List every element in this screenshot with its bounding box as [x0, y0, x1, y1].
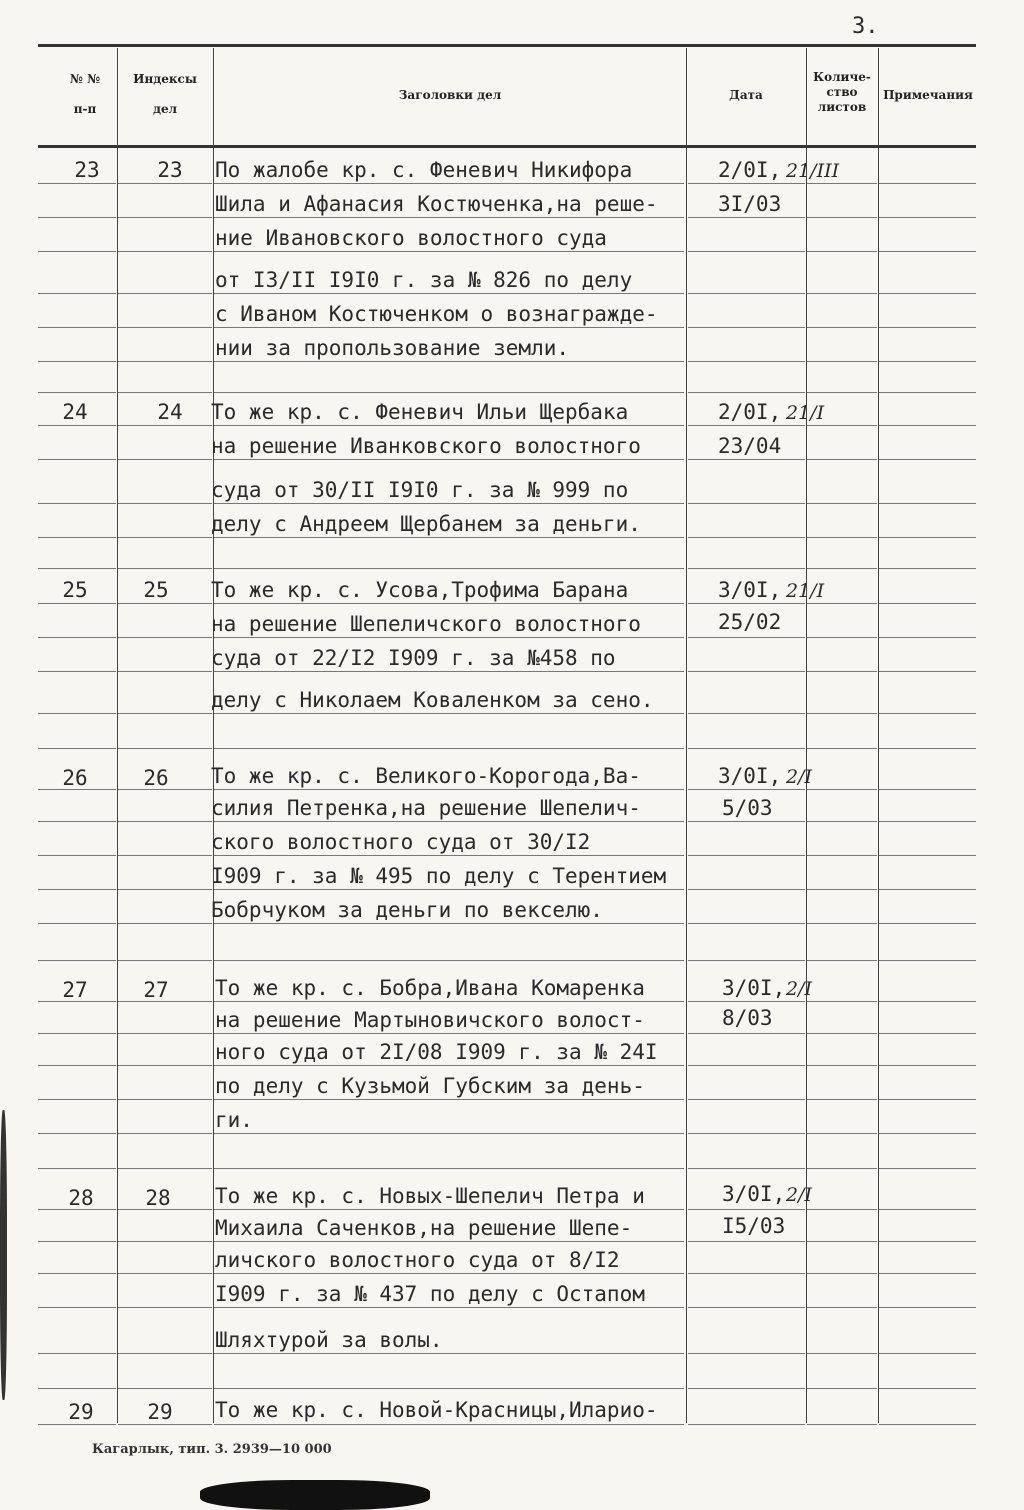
ruled-line — [688, 1273, 805, 1274]
page-number: 3. — [852, 14, 879, 39]
entry-sheet-count: 21/I — [786, 580, 825, 602]
ruled-line — [688, 217, 805, 218]
entry-number: 23 — [74, 158, 100, 182]
entry-title-line: на решение Мартыновичского волост- — [215, 1008, 645, 1032]
entry-number: 26 — [62, 766, 88, 790]
ruled-line — [38, 293, 116, 294]
ruled-line — [38, 713, 116, 714]
ruled-line — [118, 568, 212, 569]
ruled-line — [807, 671, 877, 672]
entry-index: 23 — [157, 158, 183, 182]
ruled-line — [688, 1241, 805, 1242]
ruled-line — [38, 1307, 116, 1308]
ruled-line — [688, 503, 805, 504]
ruled-line — [879, 361, 976, 362]
ruled-line — [214, 503, 684, 504]
ruled-line — [118, 1424, 212, 1425]
entry-title-line: по делу с Кузьмой Губским за день- — [215, 1074, 645, 1098]
ruled-line — [38, 637, 116, 638]
entry-title-line: от I3/II I9I0 г. за № 826 по делу — [215, 268, 633, 292]
ruled-line — [118, 1168, 212, 1169]
ruled-line — [879, 1273, 976, 1274]
ruled-line — [807, 1133, 877, 1134]
col-num-top: № № — [69, 72, 101, 86]
ruled-line — [214, 923, 684, 924]
entry-index: 27 — [143, 978, 169, 1002]
ruled-line — [38, 603, 116, 604]
ruled-line — [214, 1388, 684, 1389]
ruled-line — [688, 1065, 805, 1066]
ruled-line — [38, 960, 116, 961]
ruled-line — [38, 855, 116, 856]
ruled-line — [688, 637, 805, 638]
ruled-line — [879, 251, 976, 252]
ruled-line — [879, 821, 976, 822]
ruled-line — [118, 637, 212, 638]
column-divider — [878, 48, 879, 1423]
col-num-header — [55, 70, 115, 118]
ruled-line — [807, 251, 877, 252]
ruled-line — [38, 183, 116, 184]
ruled-line — [879, 889, 976, 890]
ruled-line — [807, 789, 877, 790]
ruled-line — [38, 1241, 116, 1242]
entry-title-line: Бобрчуком за деньги по векселю. — [211, 898, 603, 922]
ruled-line — [214, 1133, 684, 1134]
ruled-line — [879, 1168, 976, 1169]
ruled-line — [807, 748, 877, 749]
entry-date-end: 3I/03 — [718, 192, 782, 216]
ruled-line — [38, 1353, 116, 1354]
ruled-line — [214, 1353, 684, 1354]
ruled-line — [879, 855, 976, 856]
entry-date-end: I5/03 — [722, 1214, 786, 1238]
ruled-line — [879, 637, 976, 638]
ruled-line — [688, 748, 805, 749]
ruled-line — [688, 459, 805, 460]
ruled-line — [688, 361, 805, 362]
ruled-line — [214, 713, 684, 714]
entry-index: 29 — [147, 1400, 173, 1424]
entry-date-end: 23/04 — [718, 434, 782, 458]
ruled-line — [807, 855, 877, 856]
ruled-line — [807, 537, 877, 538]
entry-title-line: То же кр. с. Великого-Корогода,Ва- — [211, 764, 641, 788]
entry-title-line: То же кр. с. Бобра,Ивана Комаренка — [215, 976, 645, 1000]
entry-title-line: личского волостного суда от 8/I2 — [215, 1248, 620, 1272]
entry-date-start: 3/0I, — [718, 764, 782, 788]
ruled-line — [879, 327, 976, 328]
ruled-line — [688, 923, 805, 924]
ruled-line — [118, 713, 212, 714]
ruled-line — [38, 1065, 116, 1066]
ruled-line — [807, 183, 877, 184]
ruled-line — [688, 1001, 805, 1002]
ruled-line — [38, 459, 116, 460]
entry-title-line: суда от 22/I2 I909 г. за №458 по — [211, 646, 616, 670]
ruled-line — [879, 1241, 976, 1242]
ruled-line — [214, 1033, 684, 1034]
entry-title-line: на решение Шепеличского волостного — [211, 612, 641, 636]
ruled-line — [807, 713, 877, 714]
ruled-line — [879, 568, 976, 569]
ruled-line — [807, 1241, 877, 1242]
ruled-line — [214, 183, 684, 184]
entry-index: 25 — [143, 578, 169, 602]
ruled-line — [688, 713, 805, 714]
ruled-line — [807, 821, 877, 822]
entry-title-line: I909 г. за № 437 по делу с Остапом — [215, 1282, 645, 1306]
ruled-line — [879, 1209, 976, 1210]
ruled-line — [214, 789, 684, 790]
ruled-line — [807, 217, 877, 218]
ruled-line — [118, 251, 212, 252]
ruled-line — [38, 503, 116, 504]
ruled-line — [807, 1353, 877, 1354]
entry-index: 28 — [145, 1186, 171, 1210]
ruled-line — [118, 1388, 212, 1389]
ruled-line — [38, 361, 116, 362]
ruled-line — [807, 637, 877, 638]
ruled-line — [118, 748, 212, 749]
ruled-line — [214, 425, 684, 426]
ruled-line — [214, 1065, 684, 1066]
printer-imprint: Кагарлык, тип. 3. 2939—10 000 — [92, 1442, 332, 1457]
ruled-line — [879, 1388, 976, 1389]
ruled-line — [214, 361, 684, 362]
entry-title-line: Шила и Афанасия Костюченка,на реше- — [215, 192, 658, 216]
entry-title-line: ного суда от 2I/08 I909 г. за № 24I — [215, 1040, 658, 1064]
ruled-line — [118, 1033, 212, 1034]
ruled-line — [214, 459, 684, 460]
entry-title-line: на решение Иванковского волостного — [211, 434, 641, 458]
ruled-line — [688, 183, 805, 184]
col-num-bottom: п-п — [73, 102, 97, 116]
entry-sheet-count: 2/I — [786, 766, 812, 788]
ruled-line — [38, 425, 116, 426]
entry-date-end: 25/02 — [718, 610, 782, 634]
ruled-line — [214, 392, 684, 393]
ruled-line — [214, 1241, 684, 1242]
ruled-line — [807, 603, 877, 604]
entry-title-line: с Иваном Костюченком о вознагражде- — [215, 302, 658, 326]
scan-ink-blot — [200, 1480, 430, 1510]
ruled-line — [118, 392, 212, 393]
ruled-line — [807, 425, 877, 426]
ruled-line — [118, 183, 212, 184]
ruled-line — [214, 568, 684, 569]
entry-date-start: 2/0I, — [718, 400, 782, 424]
ruled-line — [118, 1353, 212, 1354]
entry-sheet-count: 21/III — [786, 160, 840, 182]
ruled-line — [688, 1353, 805, 1354]
ruled-line — [214, 1001, 684, 1002]
ruled-line — [118, 1133, 212, 1134]
ruled-line — [38, 1424, 116, 1425]
ruled-line — [688, 251, 805, 252]
entry-title-line: То же кр. с. Новой-Красницы,Иларио- — [215, 1398, 658, 1422]
ruled-line — [807, 923, 877, 924]
ruled-line — [118, 327, 212, 328]
ruled-line — [118, 671, 212, 672]
ruled-line — [38, 1099, 116, 1100]
ruled-line — [879, 1133, 976, 1134]
entry-title-line: Михаила Саченков,на решение Шепе- — [215, 1216, 633, 1240]
ruled-line — [214, 637, 684, 638]
ruled-line — [118, 821, 212, 822]
ruled-line — [214, 960, 684, 961]
ruled-line — [688, 671, 805, 672]
entry-title-line: То же кр. с. Новых-Шепелич Петра и — [215, 1184, 645, 1208]
ruled-line — [214, 1209, 684, 1210]
ruled-line — [879, 503, 976, 504]
entry-date-end: 8/03 — [722, 1006, 773, 1030]
ruled-line — [807, 1388, 877, 1389]
ruled-line — [214, 821, 684, 822]
entry-number: 24 — [62, 400, 88, 424]
ruled-line — [807, 1168, 877, 1169]
ruled-line — [688, 855, 805, 856]
col-date-header: Дата — [729, 88, 763, 102]
ruled-line — [688, 425, 805, 426]
ruled-line — [118, 603, 212, 604]
ruled-line — [214, 671, 684, 672]
ruled-line — [118, 537, 212, 538]
entry-number: 28 — [68, 1186, 94, 1210]
ruled-line — [807, 459, 877, 460]
ruled-line — [214, 537, 684, 538]
ruled-line — [688, 293, 805, 294]
entry-date-start: 3/0I, — [722, 1182, 786, 1206]
col-count-line3: листов — [817, 100, 867, 114]
ruled-line — [214, 1099, 684, 1100]
ruled-line — [38, 1033, 116, 1034]
entry-title-line: По жалобе кр. с. Феневич Никифора — [215, 158, 633, 182]
ruled-line — [118, 1099, 212, 1100]
ruled-line — [118, 960, 212, 961]
ruled-line — [879, 537, 976, 538]
ruled-line — [688, 327, 805, 328]
ruled-line — [879, 1099, 976, 1100]
ruled-line — [214, 1424, 684, 1425]
entry-index: 24 — [157, 400, 183, 424]
ruled-line — [807, 568, 877, 569]
ruled-line — [879, 789, 976, 790]
ruled-line — [879, 217, 976, 218]
ruled-line — [688, 1307, 805, 1308]
ruled-line — [38, 671, 116, 672]
ruled-line — [807, 361, 877, 362]
entry-title-line: I909 г. за № 495 по делу с Терентием — [211, 864, 667, 888]
column-divider — [213, 48, 214, 1423]
ruled-line — [879, 183, 976, 184]
ruled-line — [807, 889, 877, 890]
entry-title-line: силия Петренка,на решение Шепелич- — [211, 796, 641, 820]
ruled-line — [807, 503, 877, 504]
ruled-line — [688, 1168, 805, 1169]
entry-number: 29 — [68, 1400, 94, 1424]
ruled-line — [807, 1273, 877, 1274]
ruled-line — [118, 1241, 212, 1242]
ruled-line — [118, 425, 212, 426]
ruled-line — [118, 923, 212, 924]
ruled-line — [688, 1209, 805, 1210]
ruled-line — [38, 1168, 116, 1169]
ruled-line — [688, 1033, 805, 1034]
ruled-line — [688, 960, 805, 961]
entry-number: 25 — [62, 578, 88, 602]
col-index-header — [120, 70, 210, 118]
ruled-line — [38, 889, 116, 890]
ruled-line — [879, 671, 976, 672]
ruled-line — [807, 1307, 877, 1308]
column-divider — [686, 48, 687, 1423]
ruled-line — [38, 1273, 116, 1274]
ruled-line — [688, 889, 805, 890]
header-rule — [38, 145, 976, 148]
entry-title-line: ние Ивановского волостного суда — [215, 226, 607, 250]
entry-title-line: ги. — [215, 1108, 253, 1132]
ruled-line — [807, 1099, 877, 1100]
ruled-line — [214, 217, 684, 218]
entry-title-line: суда от 30/II I9I0 г. за № 999 по — [211, 478, 629, 502]
ruled-line — [688, 603, 805, 604]
ruled-line — [118, 293, 212, 294]
ruled-line — [879, 1353, 976, 1354]
entry-sheet-count: 21/I — [786, 402, 825, 424]
ruled-line — [879, 459, 976, 460]
ruled-line — [214, 603, 684, 604]
column-divider — [117, 48, 118, 1423]
ruled-line — [688, 568, 805, 569]
entry-title-line: ского волостного суда от 30/I2 — [211, 830, 591, 854]
ruled-line — [118, 217, 212, 218]
entry-title-line: делу с Николаем Коваленком за сено. — [211, 688, 654, 712]
ruled-line — [214, 748, 684, 749]
ruled-line — [118, 1065, 212, 1066]
ruled-line — [879, 1065, 976, 1066]
ruled-line — [214, 855, 684, 856]
ruled-line — [38, 923, 116, 924]
ruled-line — [38, 568, 116, 569]
entry-number: 27 — [62, 978, 88, 1002]
ruled-line — [688, 1424, 805, 1425]
ruled-line — [879, 425, 976, 426]
ruled-line — [38, 392, 116, 393]
ruled-line — [688, 821, 805, 822]
ruled-line — [214, 1307, 684, 1308]
ruled-line — [879, 603, 976, 604]
ruled-line — [879, 748, 976, 749]
col-index-top: Индексы — [133, 72, 197, 86]
ruled-line — [879, 923, 976, 924]
top-rule — [38, 44, 976, 47]
ruled-line — [214, 251, 684, 252]
ruled-line — [214, 293, 684, 294]
ruled-line — [38, 327, 116, 328]
ruled-line — [118, 889, 212, 890]
col-notes-header: Примечания — [883, 88, 973, 102]
ruled-line — [807, 960, 877, 961]
entry-date-start: 2/0I, — [718, 158, 782, 182]
entry-title-line: Шляхтурой за волы. — [215, 1328, 443, 1352]
entry-index: 26 — [143, 766, 169, 790]
ruled-line — [38, 821, 116, 822]
ruled-line — [807, 293, 877, 294]
col-index-bottom: дел — [152, 102, 178, 116]
ruled-line — [688, 392, 805, 393]
ruled-line — [38, 748, 116, 749]
entry-date-start: 3/0I, — [722, 976, 786, 1000]
ruled-line — [807, 1424, 877, 1425]
scan-edge-shadow — [0, 1110, 7, 1400]
col-count-line1: Количе- — [813, 70, 871, 84]
ruled-line — [38, 537, 116, 538]
ruled-line — [688, 537, 805, 538]
col-title-header: Заголовки дел — [398, 88, 502, 102]
ruled-line — [118, 503, 212, 504]
column-divider — [806, 48, 807, 1423]
ruled-line — [879, 960, 976, 961]
entry-date-end: 5/03 — [722, 796, 773, 820]
ruled-line — [118, 361, 212, 362]
ruled-line — [879, 1307, 976, 1308]
ruled-line — [879, 1001, 976, 1002]
ruled-line — [807, 1033, 877, 1034]
entry-sheet-count: 2/I — [786, 1184, 812, 1206]
ruled-line — [38, 1133, 116, 1134]
ruled-line — [879, 293, 976, 294]
ruled-line — [38, 1388, 116, 1389]
ruled-line — [688, 1133, 805, 1134]
ruled-line — [879, 1424, 976, 1425]
ruled-line — [807, 1209, 877, 1210]
ruled-line — [118, 1307, 212, 1308]
ruled-line — [118, 855, 212, 856]
ruled-line — [688, 1388, 805, 1389]
entry-title-line: То же кр. с. Усова,Трофима Барана — [211, 578, 629, 602]
ruled-line — [688, 789, 805, 790]
col-count-line2: ство — [826, 85, 858, 99]
entry-title-line: делу с Андреем Щербанем за деньги. — [211, 512, 641, 536]
ruled-line — [688, 1099, 805, 1100]
ruled-line — [879, 1033, 976, 1034]
entry-title-line: нии за пропользование земли. — [215, 336, 570, 360]
ruled-line — [879, 713, 976, 714]
ruled-line — [118, 459, 212, 460]
entry-title-line: То же кр. с. Феневич Ильи Щербака — [211, 400, 629, 424]
ruled-line — [807, 1001, 877, 1002]
ruled-line — [214, 327, 684, 328]
ruled-line — [214, 1273, 684, 1274]
ruled-line — [807, 392, 877, 393]
ruled-line — [38, 251, 116, 252]
ruled-line — [807, 327, 877, 328]
ruled-line — [38, 217, 116, 218]
entry-date-start: 3/0I, — [718, 578, 782, 602]
ruled-line — [879, 392, 976, 393]
col-count-header — [806, 70, 878, 115]
ruled-line — [118, 1273, 212, 1274]
ruled-line — [807, 1065, 877, 1066]
ruled-line — [214, 889, 684, 890]
entry-sheet-count: 2/I — [786, 978, 812, 1000]
ruled-line — [214, 1168, 684, 1169]
